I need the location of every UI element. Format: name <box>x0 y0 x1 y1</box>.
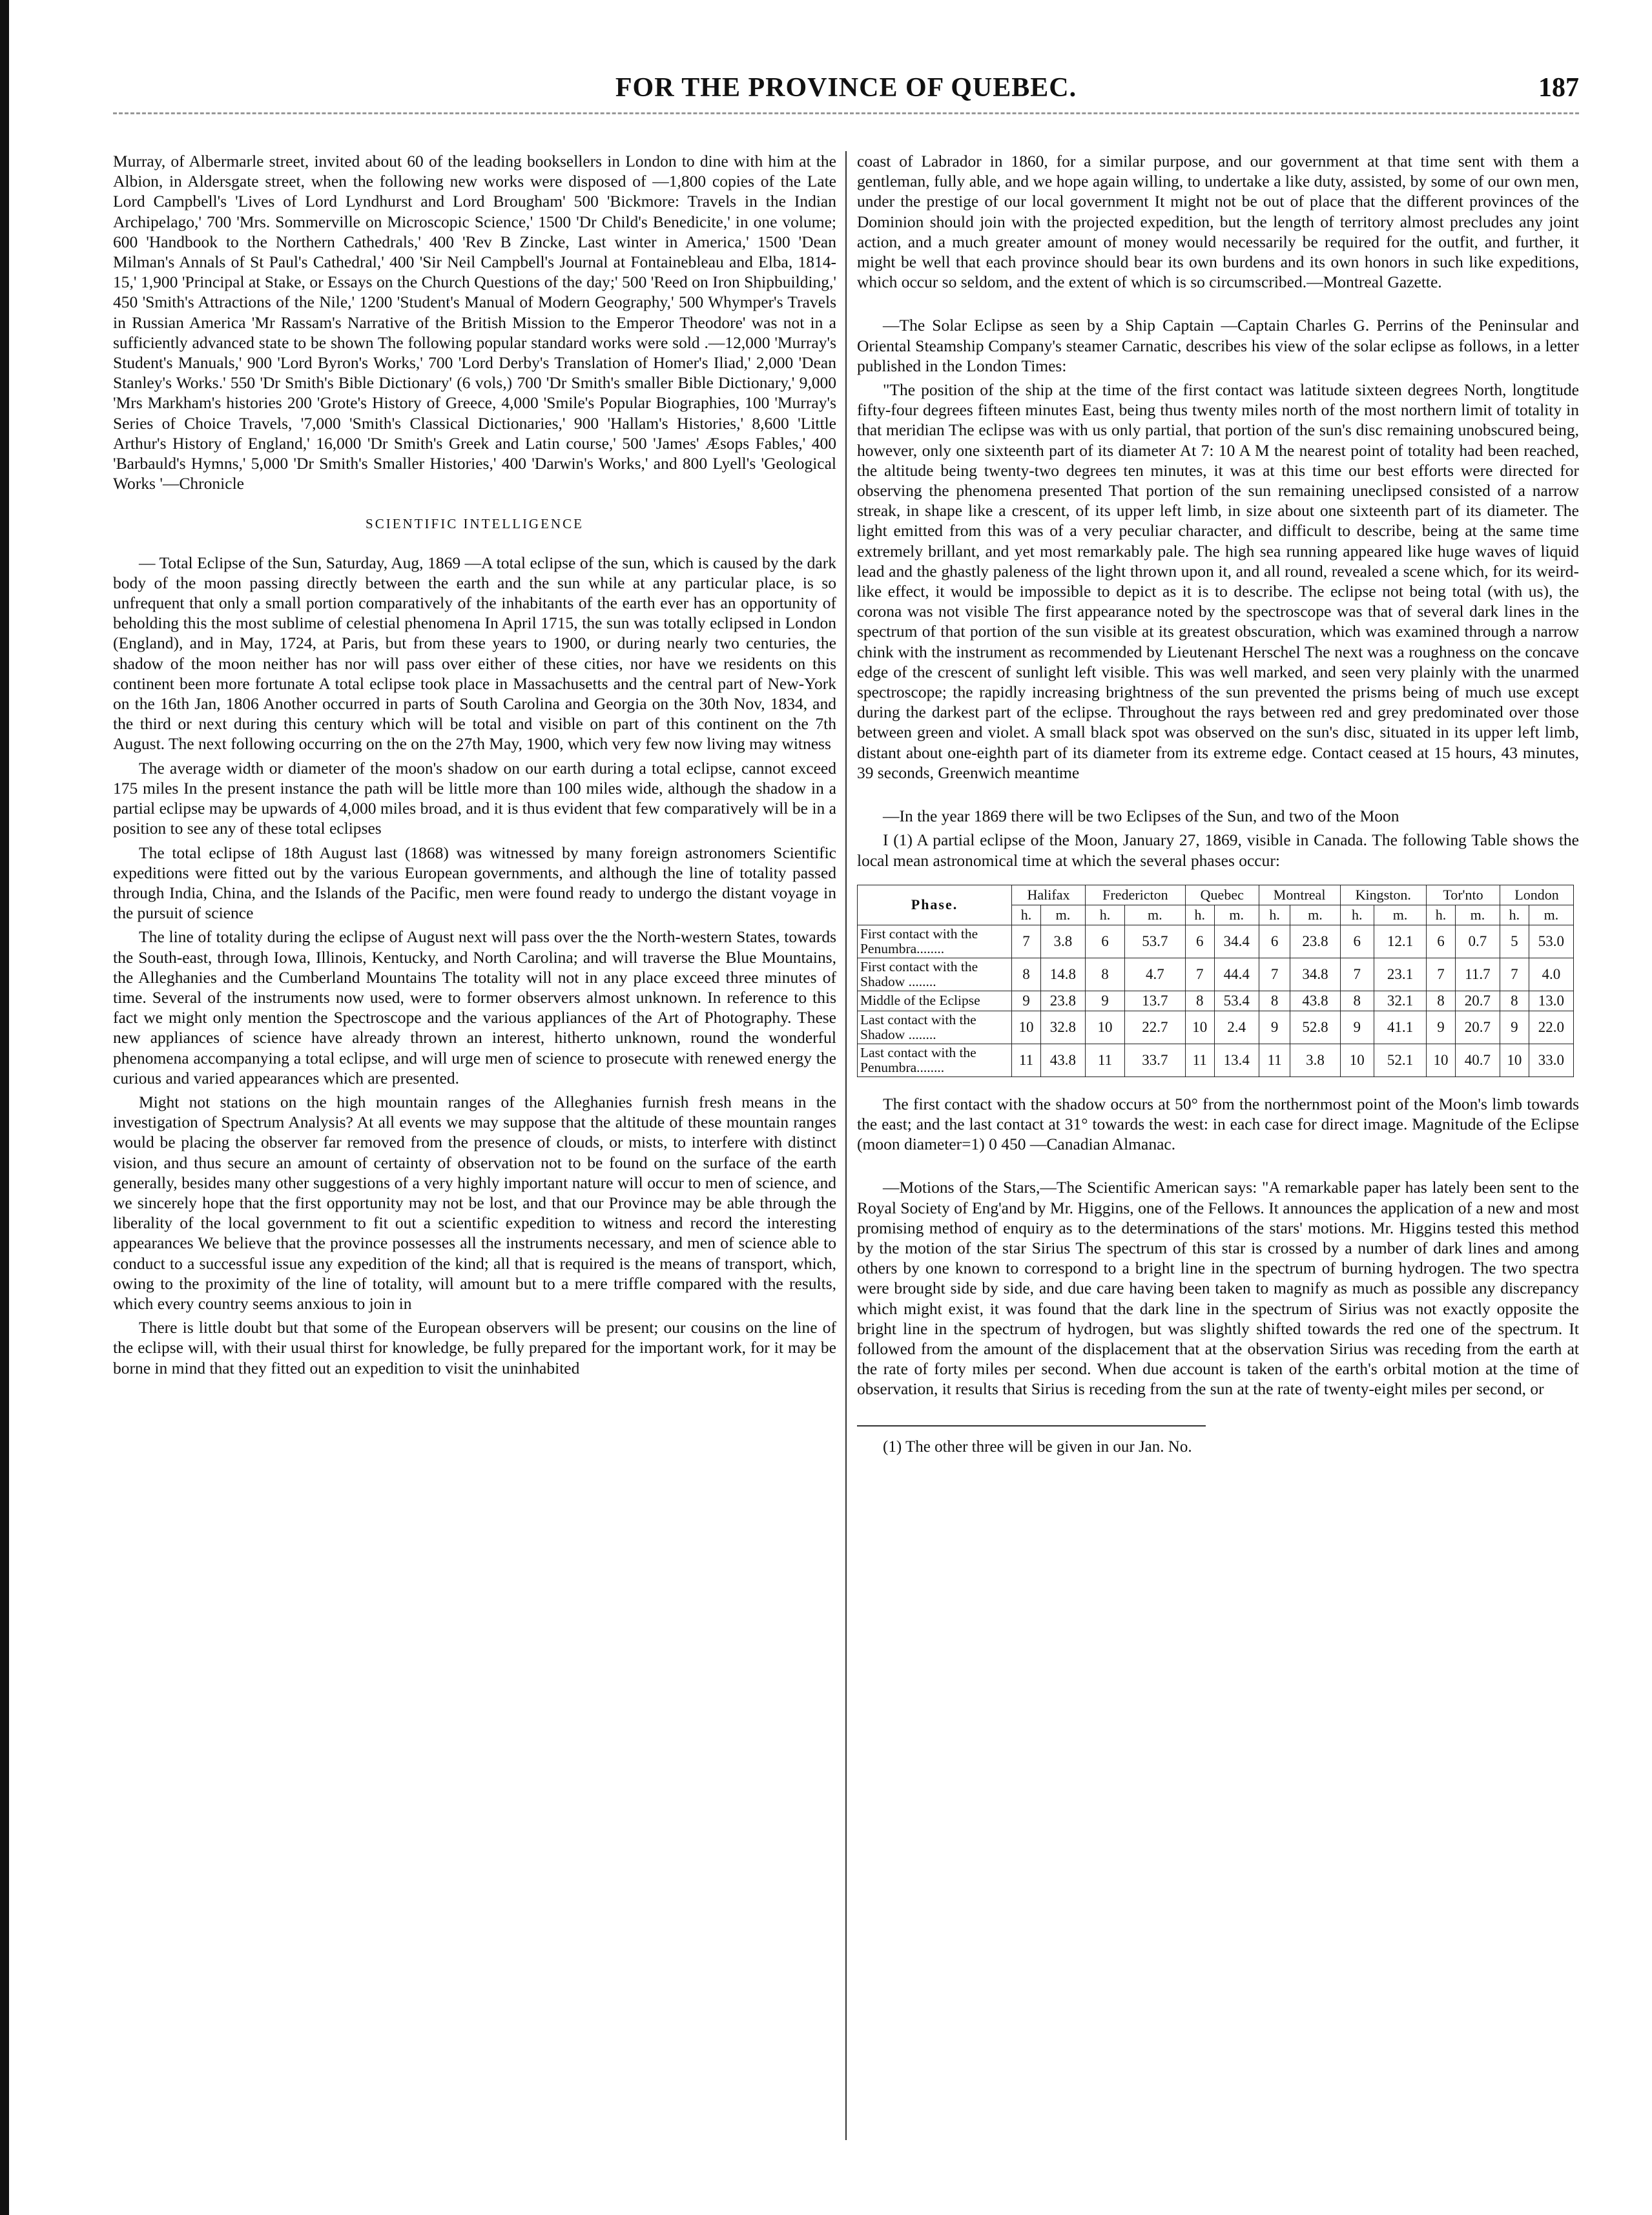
time-minutes-cell: 53.4 <box>1214 991 1259 1011</box>
time-minutes-cell: 33.0 <box>1529 1044 1573 1077</box>
time-minutes-cell: 32.8 <box>1040 1011 1085 1044</box>
time-minutes-cell: 14.8 <box>1040 958 1085 991</box>
right-column <box>857 151 1579 2172</box>
time-minutes-cell: 43.8 <box>1040 1044 1085 1077</box>
phase-label: First contact with the Shadow ........ <box>858 958 1012 991</box>
unit-minutes: m. <box>1455 905 1500 925</box>
table-header-row <box>858 885 1574 905</box>
time-minutes-cell: 13.7 <box>1124 991 1185 1011</box>
phase-label: Middle of the Eclipse <box>858 991 1012 1011</box>
time-hours-cell: 8 <box>1259 991 1290 1011</box>
time-hours-cell: 7 <box>1340 958 1374 991</box>
time-minutes-cell: 13.0 <box>1529 991 1573 1011</box>
phase-label: Last contact with the Shadow ........ <box>858 1011 1012 1044</box>
time-minutes-cell: 4.0 <box>1529 958 1573 991</box>
table-header-toronto: Tor'nto <box>1427 885 1500 905</box>
time-hours-cell: 8 <box>1012 958 1041 991</box>
time-hours-cell: 9 <box>1012 991 1041 1011</box>
time-minutes-cell: 52.8 <box>1290 1011 1340 1044</box>
time-minutes-cell: 40.7 <box>1455 1044 1500 1077</box>
allegheny-stations-paragraph: Might not stations on the high mountain ranges of the Alleghanies furnish fresh means in the investigation of Spectrum Analysis? At all events we may suppose that the altitude of these mountain ranges would be placing the observer far removed from the presence of clouds, or mists, to interfere with distinct vision, and thus secure an amount of certainty of observation not to be found on the surface of the earth generally, besides many other suggestions of a very highly important nature will occur to men of science, and we sincerely hope that the first opportunity may not be lost, and that our Province may be able through the liberality of the local government to fit out a scientific expedition to witness and record the interesting appearances We believe that the province possesses all the instruments necessary, and men of science able to conduct to a successful issue any expedition of the kind; all that is required is the means of transport, which, owing to the proximity of the line of totality, will amount but to a mere triffle compared with the results, which every country seems anxious to join in <box>113 1092 836 1313</box>
time-minutes-cell: 3.8 <box>1040 925 1085 958</box>
time-minutes-cell: 12.1 <box>1374 925 1427 958</box>
eclipse-article-intro: — Total Eclipse of the Sun, Saturday, Aug, 1869 —A total eclipse of the sun, which is caused by the dark body of the moon passing directly between the earth and the sun while at any particular place, is so unfrequent that only a small portion comparatively of the inhabitants of the earth ever has an opportunity of beholding this the most sublime of celestial phenomena In April 1715, the sun was totally eclipsed in London (England), and in May, 1724, at Paris, but from these years to 1900, or during nearly two centuries, the shadow of the moon neither has nor will pass over either of these cities, nor have we residents on this continent been more fortunate A total eclipse took place in Massachusetts and the central part of New-York on the 16th Jan, 1806 Another occurred in parts of South Carolina and Georgia on the 30th Nov, 1834, and the third or next during this century which will be total and visible on part of this continent on the 7th August. The next following occurring on the on the 27th May, 1900, which very few now living may witness <box>113 553 836 754</box>
table-row <box>858 1044 1574 1077</box>
time-minutes-cell: 32.1 <box>1374 991 1427 1011</box>
shadow-contact-paragraph: The first contact with the shadow occurs at 50° from the northernmost point of the Moon's limb towards the east; and the last contact at 31° towards the west: in each case for direct image. Magnitude of the Eclipse (moon diameter=1) 0 450 —Canadian Almanac. <box>857 1094 1579 1154</box>
time-hours-cell: 6 <box>1427 925 1456 958</box>
running-title: FOR THE PROVINCE OF QUEBEC. <box>615 73 1077 103</box>
section-heading: SCIENTIFIC INTELLIGENCE <box>366 516 584 532</box>
time-minutes-cell: 0.7 <box>1455 925 1500 958</box>
time-minutes-cell: 52.1 <box>1374 1044 1427 1077</box>
time-minutes-cell: 53.0 <box>1529 925 1573 958</box>
time-hours-cell: 10 <box>1012 1011 1041 1044</box>
time-minutes-cell: 34.4 <box>1214 925 1259 958</box>
unit-minutes: m. <box>1374 905 1427 925</box>
time-hours-cell: 7 <box>1500 958 1529 991</box>
eclipse-shadow-paragraph: The average width or diameter of the moon's shadow on our earth during a total eclipse, cannot exceed 175 miles In the present instance the path will be little more than 100 miles wide, although the shadow in a partial eclipse may be upwards of 4,000 miles broad, and it is thus evident that few comparatively will be in a position to see any of these total eclipses <box>113 758 836 838</box>
binding-edge <box>0 0 9 2215</box>
time-hours-cell: 7 <box>1259 958 1290 991</box>
time-hours-cell: 8 <box>1340 991 1374 1011</box>
table-header-halifax: Halifax <box>1012 885 1086 905</box>
time-hours-cell: 7 <box>1012 925 1041 958</box>
labrador-paragraph: coast of Labrador in 1860, for a similar purpose, and our government at that time sent with them a gentleman, fully able, and we hope again willing, to undertake a like duty, assisted, by some of our own men, under the prestige of our local government It might not be out of place that the different provinces of the Dominion should join with the projected expedition, but the length of territory almost precludes any joint action, and a much greater amount of money would necessarily be required for the outfit, and further, it might be well that each province should bear its own burdens and its own honors in such like expeditions, which occur so seldom, and the extent of which is so circumscribed.—Montreal Gazette. <box>857 152 1579 292</box>
column-divider <box>845 151 847 2140</box>
line-of-totality-paragraph: The line of totality during the eclipse of August next will pass over the the North-western States, towards the South-east, through Iowa, Illinois, Kentucky, and North Carolina; and will traverse the Blue Mountains, the Alleghanies and the Cumberland Mountains The totality will not in any place exceed three minutes of time. Several of the instruments now used, were to former observers almost unknown. In reference to this fact we might only mention the Spectroscope and the various appliances of the Art of Photography. These new appliances of science have already thrown an interest, hitherto unknown, round the wonderful phenomena accompanying a total eclipse, and will urge men of science to prosecute with renewed energy the curious and varied appearances which are presented. <box>113 927 836 1087</box>
time-minutes-cell: 23.8 <box>1040 991 1085 1011</box>
time-hours-cell: 10 <box>1500 1044 1529 1077</box>
time-hours-cell: 8 <box>1500 991 1529 1011</box>
unit-hours: h. <box>1085 905 1124 925</box>
time-minutes-cell: 3.8 <box>1290 1044 1340 1077</box>
time-hours-cell: 9 <box>1259 1011 1290 1044</box>
footnote-rule <box>857 1425 1206 1427</box>
table-header-london: London <box>1500 885 1573 905</box>
unit-minutes: m. <box>1290 905 1340 925</box>
table-header-fredericton: Fredericton <box>1085 885 1185 905</box>
table-row <box>858 1011 1574 1044</box>
unit-hours: h. <box>1500 905 1529 925</box>
table-header-kingston: Kingston. <box>1340 885 1427 905</box>
time-hours-cell: 7 <box>1185 958 1214 991</box>
phase-label: Last contact with the Penumbra........ <box>858 1044 1012 1077</box>
time-hours-cell: 8 <box>1085 958 1124 991</box>
header-rule <box>113 112 1579 114</box>
table-body <box>858 925 1574 1077</box>
table-header-quebec: Quebec <box>1185 885 1259 905</box>
time-minutes-cell: 33.7 <box>1124 1044 1185 1077</box>
time-hours-cell: 6 <box>1259 925 1290 958</box>
european-observers-paragraph: There is little doubt but that some of the European observers will be present; our cousins on the line of the eclipse will, with their usual thirst for knowledge, be fully prepared for the important work, for it may be borne in mind that they fitted out an expedition to visit the uninhabited <box>113 1318 836 1377</box>
time-hours-cell: 11 <box>1085 1044 1124 1077</box>
eclipse-1868-paragraph: The total eclipse of 18th August last (1868) was witnessed by many foreign astronomers Scientific expeditions were fitted out by the various European governments, and although the line of totality passed through India, China, and the Islands of the Pacific, men were found ready to undergo the distant voyage in the pursuit of science <box>113 843 836 923</box>
book-sale-paragraph: Murray, of Albermarle street, invited about 60 of the leading booksellers in London to dine with him at the Albion, in Aldersgate street, when the following new works were disposed of —1,800 copies of the Late Lord Campbell's 'Lives of Lord Lyndhurst and Lord Brougham' 500 'Bickmore: Travels in the Indian Archipelago,' 700 'Mrs. Sommerville on Microscopic Science,' 1500 'Dr Child's Benedicite,' in one volume; 600 'Handbook to the Northern Cathedrals,' 400 'Rev B Zincke, Last winter in America,' 1500 'Dean Milman's Annals of St Paul's Cathedral,' 400 'Sir Neil Campbell's Journal at Fontainebleau and Elba, 1814-15,' 1,900 'Principal at Stake, or Essays on the Church Questions of the day;' 500 'Reed on Iron Shipbuilding,' 450 'Smith's Attractions of the Nile,' 1200 'Student's Manual of Modern Geography,' 500 Whymper's Travels in Russian America 'Mr Rassam's Narrative of the British Mission to the Emperor Theodore' was not in a sufficiently advanced state to be shown The following popular standard works were sold .—12,000 'Murray's Student's Manuals,' 900 'Lord Byron's Works,' 700 'Lord Derby's Translation of Homer's Iliad,' 2,000 'Dean Stanley's Works.' 550 'Dr Smith's Bible Dictionary' (6 vols,) 700 'Dr Smith's smaller Bible Dictionary,' 9,000 'Mrs Markham's histories 200 'Grote's History of Greece, 4,000 'Smile's Popular Biographies, 100 'Murray's Series of Choice Travels, '7,000 'Smith's Classical Dictionaries,' 900 'Hallam's Histories,' 8,600 'Little Arthur's History of England,' 16,000 'Dr Smith's Greek and Latin course,' 500 'James' Æsops Fables,' 400 'Barbauld's Hymns,' 5,000 'Dr Smith's Smaller Histories,' 400 'Darwin's Works,' and 800 Lyell's 'Geological Works '—Chronicle <box>113 152 836 493</box>
time-hours-cell: 10 <box>1340 1044 1374 1077</box>
time-minutes-cell: 41.1 <box>1374 1011 1427 1044</box>
ship-captain-letter: "The position of the ship at the time of the first contact was latitude sixteen degrees North, longtitude fifty-four degrees fifteen minutes East, being thus twenty miles north of the most northern limit of totality in that meridian The eclipse was with us only partial, that portion of the sun's disc remaining unobscured being, however, only one sixteenth part of its diameter At 7: 10 A M the nearest point of totality had been reached, the altitude being twenty-two degrees ten minutes, it was at this time our best efforts were directed for observing the phenomena presented That portion of the sun remaining uneclipsed consisted of a narrow streak, in shape like a crescent, of its upper left limb, in size about one sixteenth part of its diameter. The light emitted from this was of a very peculiar character, and difficult to describe, being at the same time extremely brillant, and yet most remarkably pale. The high sea running appeared like huge waves of liquid lead and the ghastly paleness of the light thrown upon it, and all round, revealed a scene which, for its weird-like effect, it would be impossible to depict as it is to describe. The eclipse not being total (with us), the corona was not visible The first appearance noted by the spectroscope was that of several dark lines in the spectrum of that portion of the sun visible at its greatest obscuration, which was examined through a narrow chink with the instrument as recommended by Lieutenant Herschel The next was a roughness on the concave edge of the crescent of sunlight left visible. This was well marked, and seen very plainly with the unarmed spectroscope; the rapidly increasing brightness of the sun prevented the prisms being of much use except during the darkest part of the eclipse. Throughout the rays between red and grey predominated over those between green and violet. A small black spot was observed on the sun's disc, situated in its upper left limb, distant about one-eighth part of its diameter from its extreme edge. Contact ceased at 15 hours, 43 minutes, 39 seconds, Greenwich meantime <box>857 380 1579 782</box>
time-hours-cell: 6 <box>1185 925 1214 958</box>
time-minutes-cell: 20.7 <box>1455 991 1500 1011</box>
unit-minutes: m. <box>1529 905 1573 925</box>
ship-captain-intro: —The Solar Eclipse as seen by a Ship Captain —Captain Charles G. Perrins of the Peninsular and Oriental Steamship Company's steamer Carnatic, describes his view of the solar eclipse as follows, in a letter published in the London Times: <box>857 316 1579 375</box>
unit-hours: h. <box>1185 905 1214 925</box>
time-hours-cell: 6 <box>1085 925 1124 958</box>
time-minutes-cell: 20.7 <box>1455 1011 1500 1044</box>
table-header-montreal: Montreal <box>1259 885 1340 905</box>
time-hours-cell: 9 <box>1085 991 1124 1011</box>
table-row <box>858 958 1574 991</box>
time-minutes-cell: 2.4 <box>1214 1011 1259 1044</box>
time-hours-cell: 9 <box>1427 1011 1456 1044</box>
time-hours-cell: 10 <box>1185 1011 1214 1044</box>
time-minutes-cell: 34.8 <box>1290 958 1340 991</box>
time-minutes-cell: 13.4 <box>1214 1044 1259 1077</box>
time-hours-cell: 10 <box>1085 1011 1124 1044</box>
time-minutes-cell: 4.7 <box>1124 958 1185 991</box>
star-motions-paragraph: —Motions of the Stars,—The Scientific American says: "A remarkable paper has lately been sent to the Royal Society of Eng'and by Mr. Higgins, one of the Fellows. It announces the application of a new and most promising method of enquiry as to the determinations of the stars' motions. Mr. Higgins tested this method by the motion of the star Sirius The spectrum of this star is crossed by a number of dark lines and among others by one known to correspond to a bright line in the spectrum of burning hydrogen. The two spectra were brought side by side, and due care having been taken to magnify as much as possible any discrepancy which might exist, it was found that the dark line in the spectrum of Sirius was not exactly opposite the bright line in the spectrum of hydrogen, but was slightly shifted towards the red one of the spectrum. It followed from the amount of the displacement that at the observation Sirius was receding from the earth at the rate of forty miles per second. When due account is taken of the earth's orbital motion at the time of observation, it results that Sirius is receding from the sun at the rate of twenty-eight miles per second, or <box>857 1178 1579 1399</box>
time-hours-cell: 9 <box>1340 1011 1374 1044</box>
unit-minutes: m. <box>1040 905 1085 925</box>
unit-hours: h. <box>1259 905 1290 925</box>
phase-label: First contact with the Penumbra........ <box>858 925 1012 958</box>
table-row <box>858 925 1574 958</box>
unit-minutes: m. <box>1214 905 1259 925</box>
time-minutes-cell: 23.1 <box>1374 958 1427 991</box>
time-hours-cell: 10 <box>1427 1044 1456 1077</box>
unit-hours: h. <box>1340 905 1374 925</box>
table-header-phase: Phase. <box>858 885 1012 925</box>
footnote: (1) The other three will be given in our Jan. No. <box>883 1437 1192 1456</box>
time-hours-cell: 11 <box>1012 1044 1041 1077</box>
time-hours-cell: 9 <box>1500 1011 1529 1044</box>
time-hours-cell: 8 <box>1185 991 1214 1011</box>
unit-hours: h. <box>1012 905 1041 925</box>
page-header <box>113 59 1579 118</box>
time-hours-cell: 7 <box>1427 958 1456 991</box>
time-hours-cell: 6 <box>1340 925 1374 958</box>
eclipse-phases-table <box>857 885 1574 1077</box>
time-minutes-cell: 23.8 <box>1290 925 1340 958</box>
time-hours-cell: 11 <box>1185 1044 1214 1077</box>
time-minutes-cell: 22.0 <box>1529 1011 1573 1044</box>
page-number: 187 <box>1538 73 1579 103</box>
left-column <box>113 151 836 2172</box>
table-row <box>858 991 1574 1011</box>
time-hours-cell: 8 <box>1427 991 1456 1011</box>
eclipses-1869-paragraph: —In the year 1869 there will be two Eclipses of the Sun, and two of the Moon <box>883 807 1399 826</box>
moon-eclipse-paragraph: I (1) A partial eclipse of the Moon, January 27, 1869, visible in Canada. The following Table shows the local mean astronomical time at which the several phases occur: <box>857 830 1579 870</box>
unit-hours: h. <box>1427 905 1456 925</box>
time-hours-cell: 5 <box>1500 925 1529 958</box>
time-minutes-cell: 22.7 <box>1124 1011 1185 1044</box>
time-minutes-cell: 43.8 <box>1290 991 1340 1011</box>
time-minutes-cell: 11.7 <box>1455 958 1500 991</box>
time-minutes-cell: 44.4 <box>1214 958 1259 991</box>
time-minutes-cell: 53.7 <box>1124 925 1185 958</box>
time-hours-cell: 11 <box>1259 1044 1290 1077</box>
unit-minutes: m. <box>1124 905 1185 925</box>
